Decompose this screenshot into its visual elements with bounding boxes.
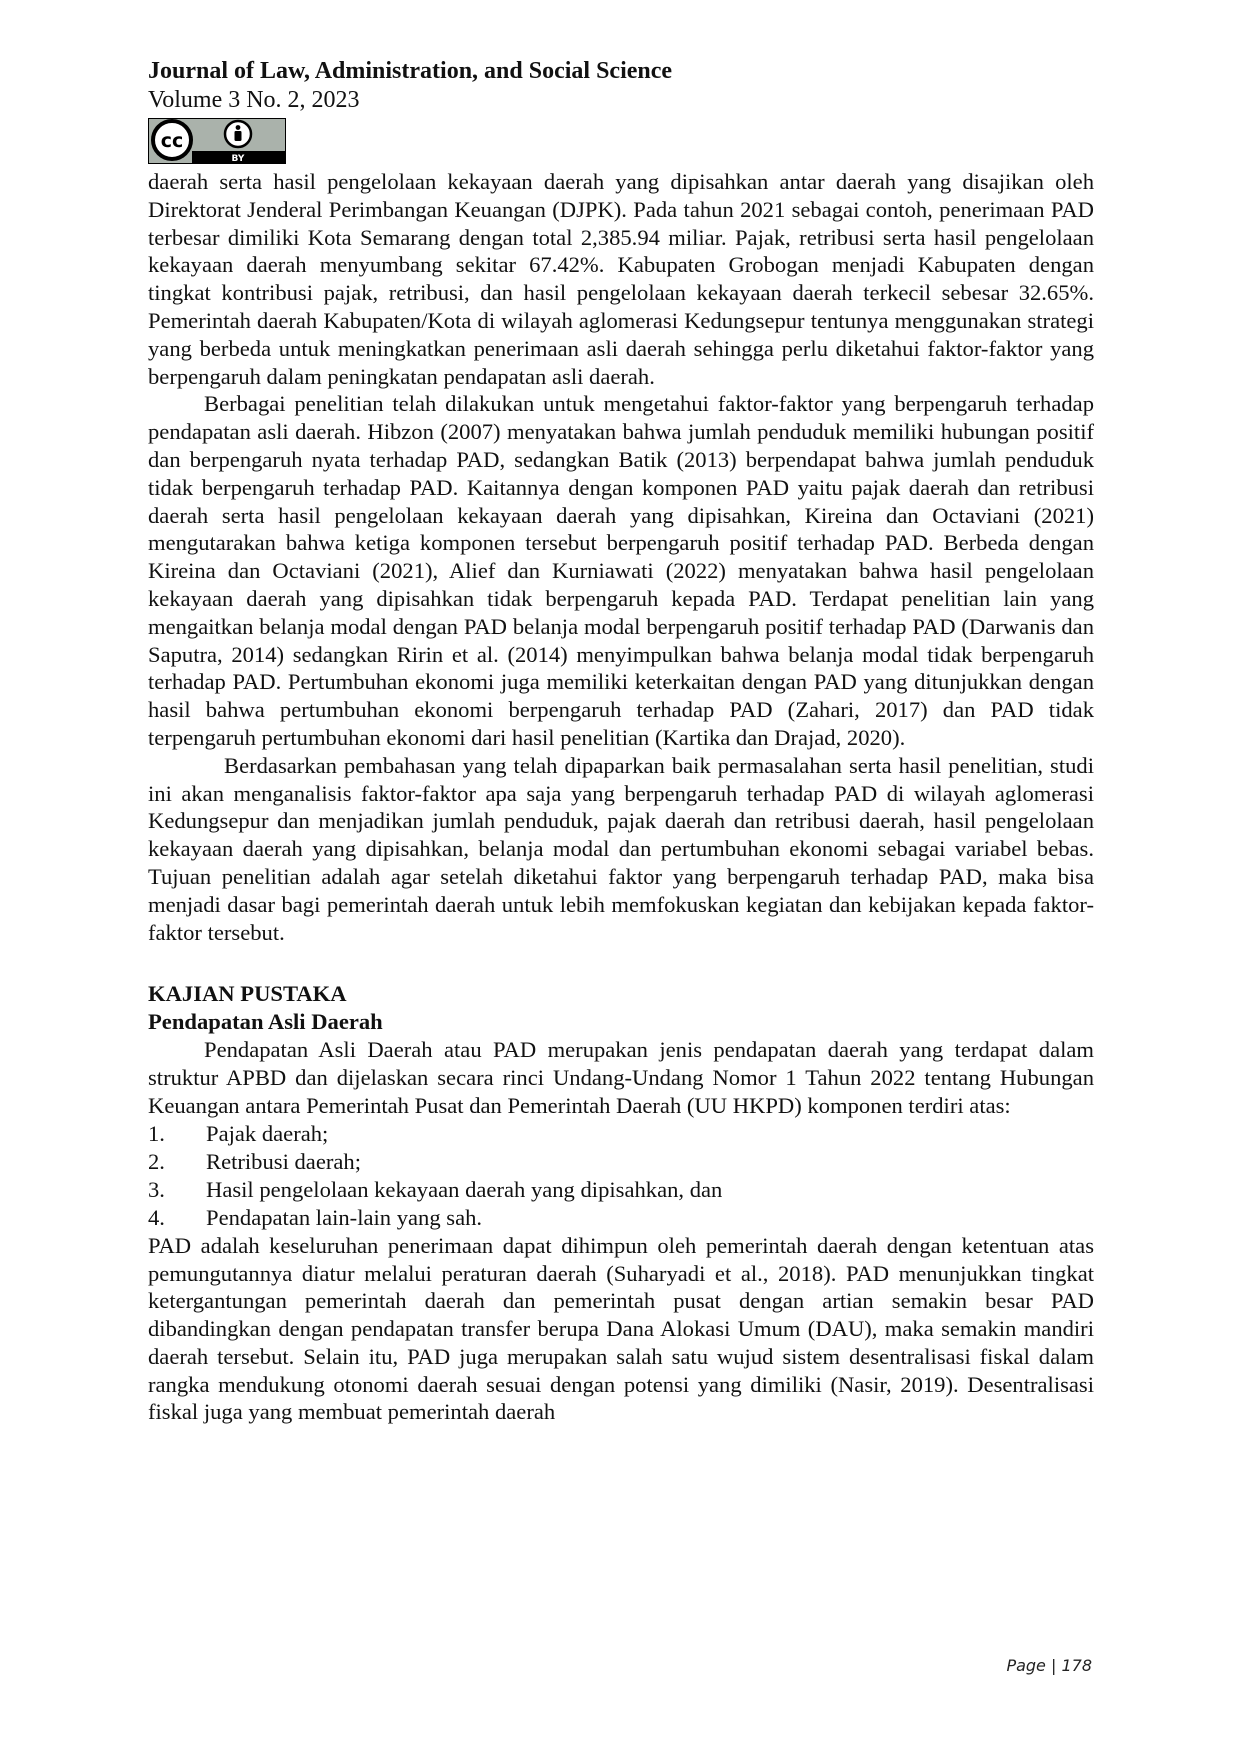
by-label: BY [231,154,245,164]
section-body [148,1036,1094,1426]
paper-page [148,56,1094,1426]
cc-label: cc [160,130,184,152]
paragraph-pad-intro: Pendapatan Asli Daerah atau PAD merupakan jenis pendapatan daerah yang terdapat dalam struktur APBD dan dijelaskan secara rinci Undang-Undang Nomor 1 Tahun 2022 tentang Hubungan Keuangan antara Pemerintah Pusat dan Pemerintah Daerah (UU HKPD) komponen terdiri atas: [148,1037,1094,1118]
section-heading: KAJIAN PUSTAKA [148,981,347,1007]
volume-info: Volume 3 No. 2, 2023 [148,87,360,113]
paragraph-previous-research: Berbagai penelitian telah dilakukan untuk mengetahui faktor-faktor yang berpengaruh terhadap pendapatan asli daerah. Hibzon (2007) menyatakan bahwa jumlah penduduk memiliki hubungan positif dan berpengaruh nyata terhadap PAD, sedangkan Batik (2013) berpendapat bahwa jumlah penduduk tidak berpengaruh terhadap PAD. Kaitannya dengan komponen PAD yaitu pajak daerah dan retribusi daerah serta hasil pengelolaan kekayaan daerah yang dipisahkan, Kireina dan Octaviani (2021) mengutarakan bahwa ketiga komponen tersebut berpengaruh positif terhadap PAD. Berbeda dengan Kireina dan Octaviani (2021), Alief dan Kurniawati (2022) menyatakan bahwa hasil pengelolaan kekayaan daerah yang dipisahkan tidak berpengaruh kepada PAD. Terdapat penelitian lain yang mengaitkan belanja modal dengan PAD belanja modal berpengaruh positif terhadap PAD (Darwanis dan Saputra, 2014) sedangkan Ririn et al. (2014) menyimpulkan bahwa belanja modal tidak berpengaruh terhadap PAD. Pertumbuhan ekonomi juga memiliki keterkaitan dengan PAD yang ditunjukkan dengan hasil bahwa pertumbuhan ekonomi berpengaruh terhadap PAD (Zahari, 2017) dan PAD tidak terpengaruh pertumbuhan ekonomi dari hasil penelitian (Kartika dan Drajad, 2020). [148,391,1094,750]
paragraph-pad-definition: PAD adalah keseluruhan penerimaan dapat dihimpun oleh pemerintah daerah dengan ketentuan atas pemungutannya diatur melalui peraturan daerah (Suharyadi et al., 2018). PAD menunjukkan tingkat ketergantungan pemerintah daerah dan pemerintah pusat dengan artian semakin besar PAD dibandingkan dengan pendapatan transfer berupa Dana Alokasi Umum (DAU), maka semakin mandiri daerah tersebut. Selain itu, PAD juga merupakan salah satu wujud sistem desentralisasi fiskal dalam rangka mendukung otonomi daerah sesuai dengan potensi yang dimiliki (Nasir, 2019). Desentralisasi fiskal juga yang membuat pemerintah daerah [148,1232,1094,1425]
body-text [148,168,1094,946]
page-number: Page | 178 [1006,1656,1092,1675]
sub-heading: Pendapatan Asli Daerah [148,1009,383,1035]
cc-by-icon [148,118,286,164]
pad-component-list [148,1120,1094,1232]
list-item: 3. Hasil pengelolaan kekayaan daerah yang dipisahkan, dan [148,1176,723,1202]
list-item: 1. Pajak daerah; [148,1120,329,1146]
paragraph-research-aim: Berdasarkan pembahasan yang telah dipaparkan baik permasalahan serta hasil penelitian, studi ini akan menganalisis faktor-faktor apa saja yang berpengaruh terhadap PAD di wilayah aglomerasi Kedungsepur dan menjadikan jumlah penduduk, pajak daerah dan retribusi daerah, hasil pengelolaan kekayaan daerah yang dipisahkan, belanja modal dan pertumbuhan ekonomi sebagai variabel bebas. Tujuan penelitian adalah agar setelah diketahui faktor yang berpengaruh terhadap PAD, maka bisa menjadi dasar bagi pemerintah daerah untuk lebih memfokuskan kegiatan dan kebijakan kepada faktor-faktor tersebut. [148,752,1094,945]
paragraph-continuation: daerah serta hasil pengelolaan kekayaan daerah yang dipisahkan antar daerah yang disajikan oleh Direktorat Jenderal Perimbangan Keuangan (DJPK). Pada tahun 2021 sebagai contoh, penerimaan PAD terbesar dimiliki Kota Semarang dengan total 2,385.94 miliar. Pajak, retribusi serta hasil pengelolaan kekayaan daerah menyumbang sekitar 67.42%. Kabupaten Grobogan menjadi Kabupaten dengan tingkat kontribusi pajak, retribusi, dan hasil pengelolaan kekayaan daerah terkecil sebesar 32.65%. Pemerintah daerah Kabupaten/Kota di wilayah aglomerasi Kedungsepur tentunya menggunakan strategi yang berbeda untuk meningkatkan penerimaan asli daerah sehingga perlu diketahui faktor-faktor yang berpengaruh dalam peningkatan pendapatan asli daerah. [148,169,1094,389]
list-item: 2. Retribusi daerah; [148,1148,361,1174]
list-item: 4. Pendapatan lain-lain yang sah. [148,1204,483,1230]
journal-title: Journal of Law, Administration, and Social Science [148,58,673,84]
